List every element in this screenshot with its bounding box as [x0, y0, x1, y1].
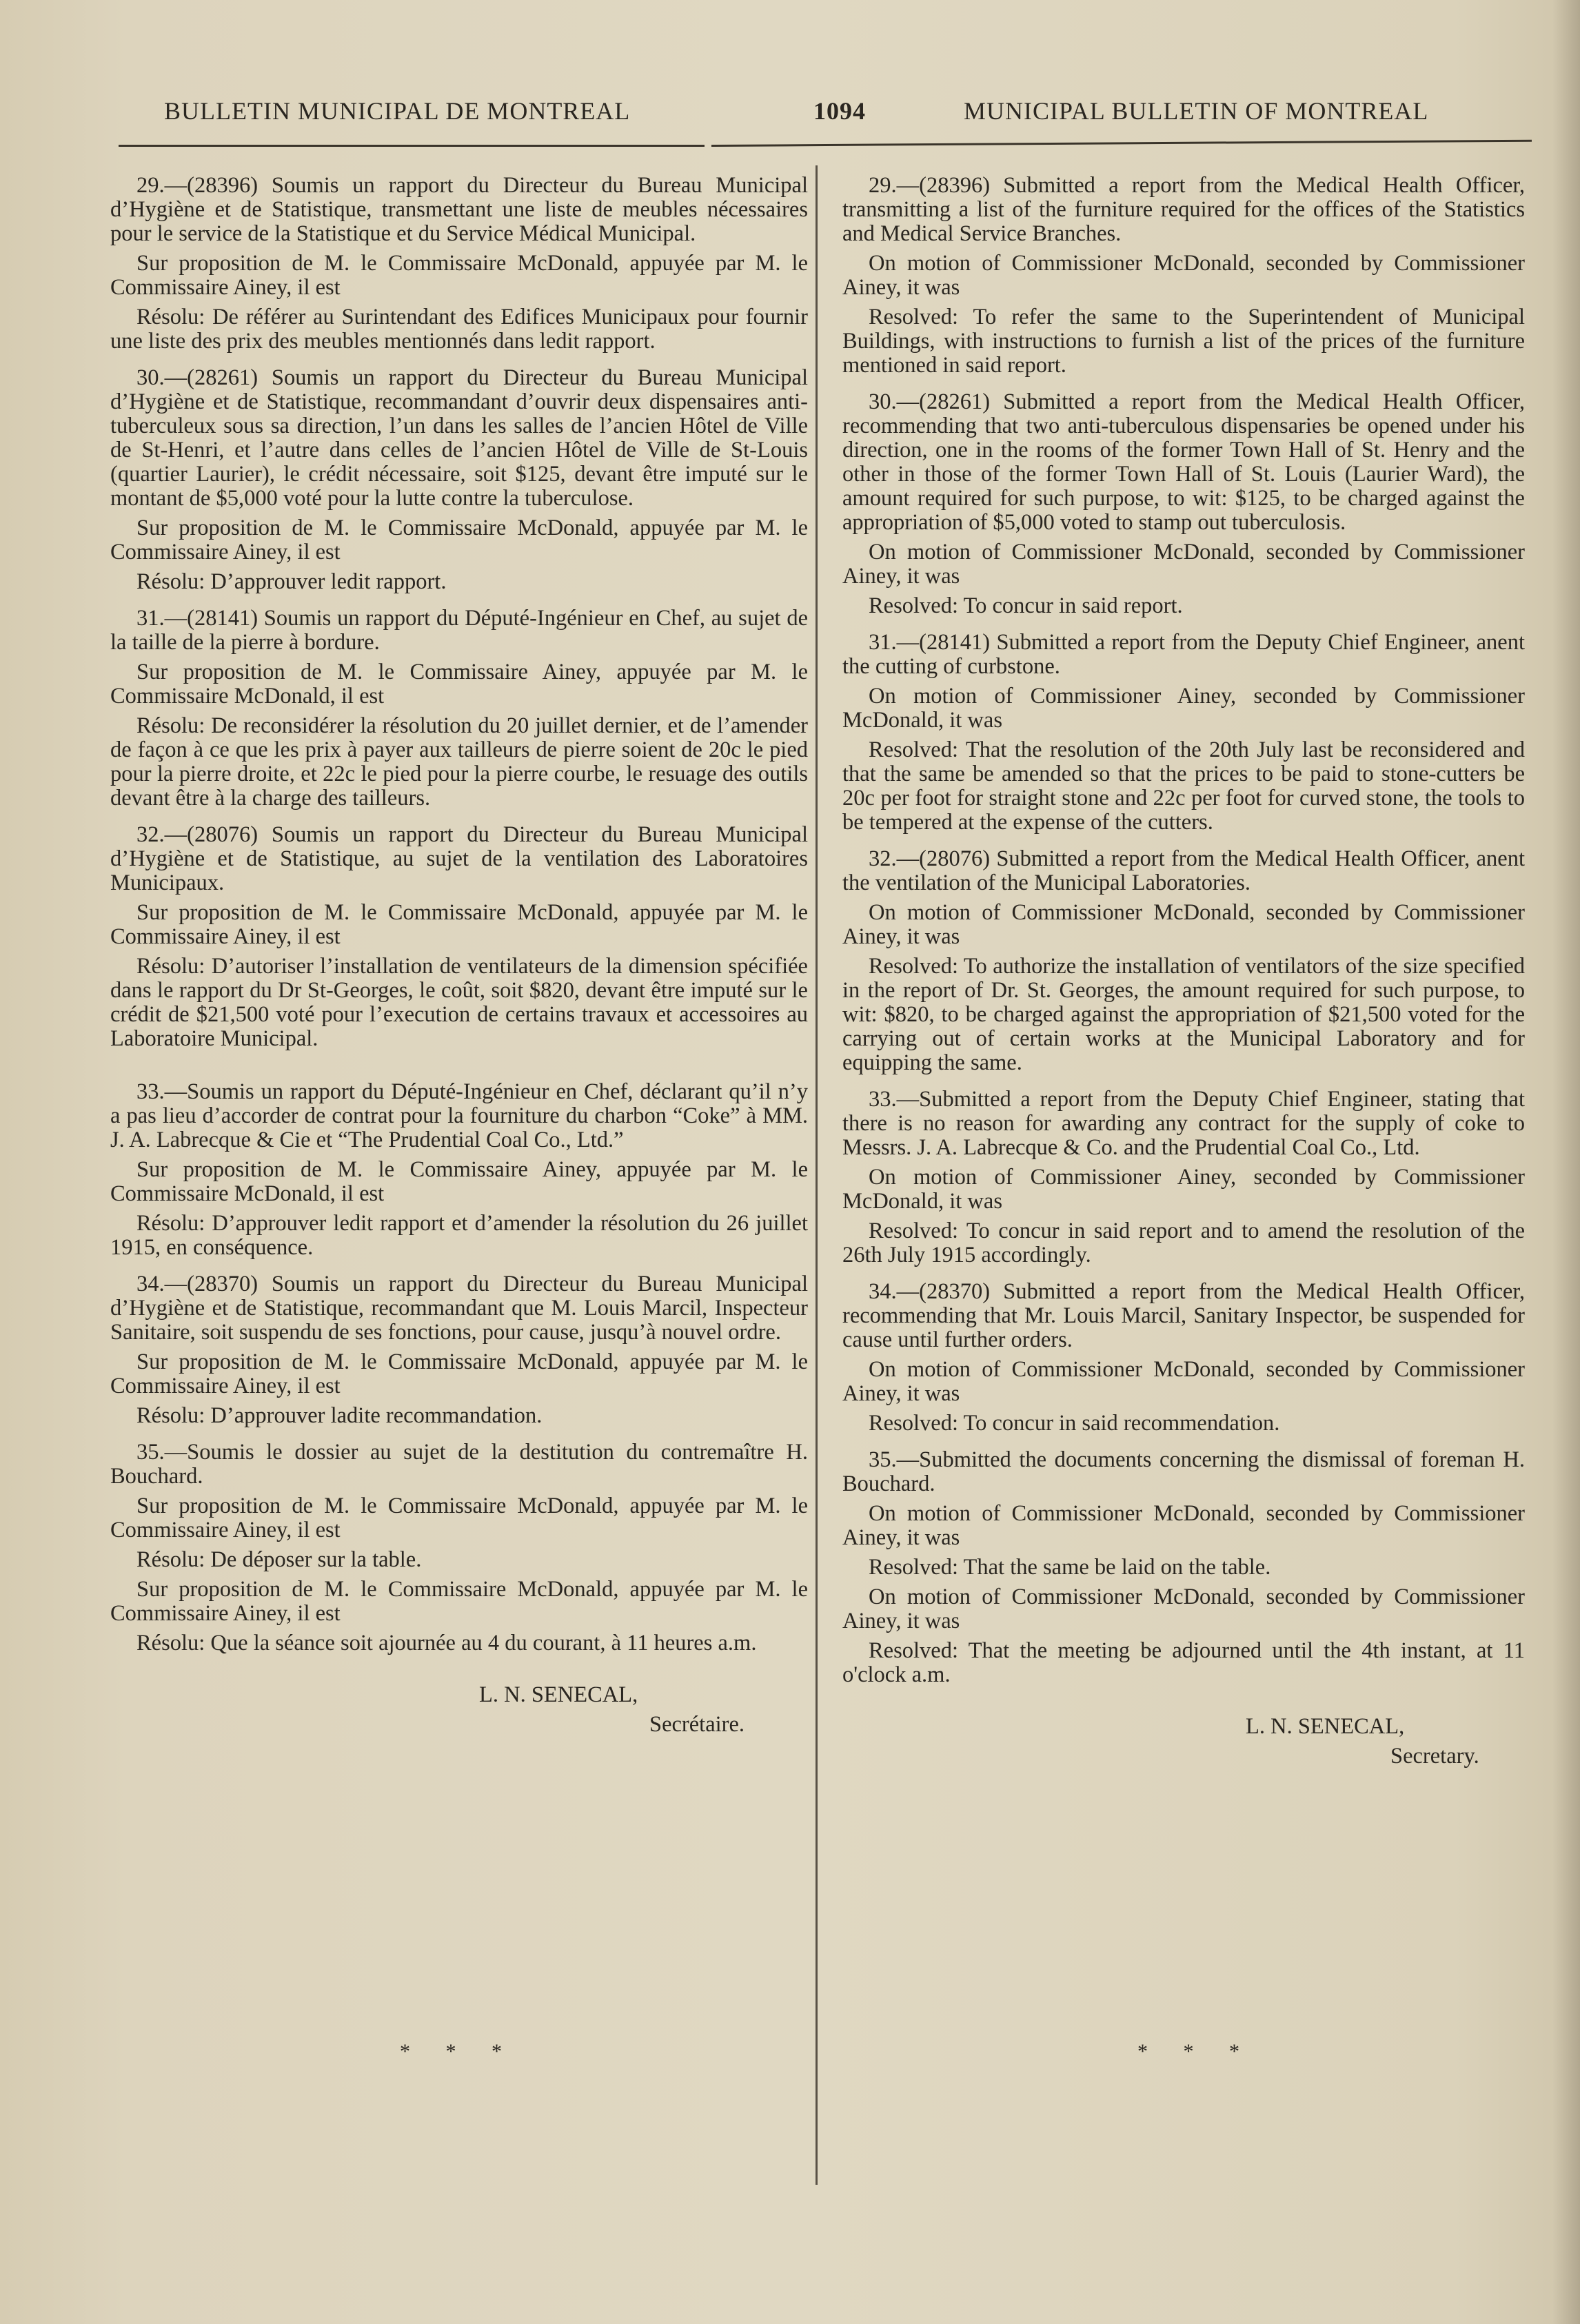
en-item-35-report: 35.—Submitted the documents concerning the dismissal of foreman H. Bouchard.: [842, 1447, 1525, 1496]
fr-item-31-resolution: Résolu: De reconsidérer la résolution du 20 juillet dernier, et de l’amender de façon à ce que les prix à payer aux tailleurs de pierre soient de 20c le pied pour la pierre droite, et 22c le pied pour la pierre courbe, le resuage des outils devant être à la charge des tailleurs.: [110, 713, 808, 811]
fr-item-30-report: 30.—(28261) Soumis un rapport du Directeur du Bureau Municipal d’Hygiène et de Statistique, recommandant d’ouvrir deux dispensaires anti-tuberculeux sous sa direction, l’un dans les salles de l’ancien Hôtel de Ville de St-Henri, et l’autre dans celles de l’ancien Hôtel de Ville de St-Louis (quartier Laurier), le crédit nécessaire, soit $125, devant être imputé sur le montant de $5,000 voté pour la lutte contre la tuberculose.: [110, 365, 808, 511]
fr-item-32-resolution: Résolu: D’autoriser l’installation de ventilateurs de la dimension spécifiée dans le rapport du Dr St-Georges, le coût, soit $820, devant être imputé sur le crédit de $21,500 voté pour l’execution de certains travaux et accessoires au Laboratoire Municipal.: [110, 954, 808, 1051]
fr-item-29-report: 29.—(28396) Soumis un rapport du Directeur du Bureau Municipal d’Hygiène et de Statistique, transmettant une liste de meubles nécessaires pour le service de la Statistique et du Service Médical Municipal.: [110, 173, 808, 246]
english-column: [842, 174, 1525, 1769]
header-rule-left: [119, 145, 705, 147]
fr-item-33-resolution: Résolu: D’approuver ledit rapport et d’amender la résolution du 26 juillet 1915, en conséquence.: [110, 1211, 808, 1260]
en-item-30-report: 30.—(28261) Submitted a report from the Medical Health Officer, recommending that two anti-tuberculous dispensaries be opened under his direction, one in the rooms of the former Town Hall of St. Henry and the other in those of the former Town Hall of St. Louis (Laurier Ward), the amount required for such purpose, to wit: $125, to be charged against the appropriation of $5,000 voted to stamp out tuberculosis.: [842, 389, 1525, 535]
fr-item-31-report: 31.—(28141) Soumis un rapport du Député-Ingénieur en Chef, au sujet de la taille de la pierre à bordure.: [110, 606, 808, 655]
en-item-34-resolution: Resolved: To concur in said recommendation.: [869, 1411, 1280, 1436]
section-separator-right: * * *: [1137, 2040, 1255, 2063]
en-adjourn-resolution: Resolved: That the meeting be adjourned until the 4th instant, at 11 o'clock a.m.: [842, 1638, 1525, 1687]
fr-item-29-motion: Sur proposition de M. le Commissaire McDonald, appuyée par M. le Commissaire Ainey, il est: [110, 251, 808, 300]
en-item-31-report: 31.—(28141) Submitted a report from the Deputy Chief Engineer, anent the cutting of curbstone.: [842, 630, 1525, 679]
fr-item-35-resolution: Résolu: De déposer sur la table.: [136, 1547, 422, 1572]
en-item-31-resolution: Resolved: That the resolution of the 20th July last be reconsidered and that the same be amended so that the prices to be paid to stone-cutters be 20c per foot for straight stone and 22c per foot for curved stone, the tools to be tempered at the expense of the cutters.: [842, 737, 1525, 835]
en-adjourn-motion: On motion of Commissioner McDonald, seconded by Commissioner Ainey, it was: [842, 1584, 1525, 1633]
en-item-34-report: 34.—(28370) Submitted a report from the Medical Health Officer, recommending that Mr. Louis Marcil, Sanitary Inspector, be suspended for cause until further orders.: [842, 1279, 1525, 1352]
section-separator-left: * * *: [400, 2040, 517, 2063]
fr-item-29-resolution: Résolu: De référer au Surintendant des Edifices Municipaux pour fournir une liste des prix des meubles mentionnés dans ledit rapport.: [110, 305, 808, 354]
en-signature-title: Secretary.: [1390, 1744, 1479, 1769]
en-item-30-motion: On motion of Commissioner McDonald, seconded by Commissioner Ainey, it was: [842, 540, 1525, 589]
header-right-title: MUNICIPAL BULLETIN OF MONTREAL: [964, 97, 1429, 125]
header-rule-right: [711, 140, 1532, 147]
fr-item-35-motion: Sur proposition de M. le Commissaire McDonald, appuyée par M. le Commissaire Ainey, il est: [110, 1494, 808, 1542]
en-item-33-motion: On motion of Commissioner Ainey, seconded by Commissioner McDonald, it was: [842, 1165, 1525, 1214]
fr-signature-title: Secrétaire.: [649, 1712, 745, 1737]
page-header: [0, 91, 1580, 132]
en-item-35-motion: On motion of Commissioner McDonald, seconded by Commissioner Ainey, it was: [842, 1501, 1525, 1550]
page-number: 1094: [813, 97, 866, 125]
french-column: [110, 174, 808, 1737]
en-item-29-motion: On motion of Commissioner McDonald, seconded by Commissioner Ainey, it was: [842, 251, 1525, 300]
fr-item-30-motion: Sur proposition de M. le Commissaire McDonald, appuyée par M. le Commissaire Ainey, il est: [110, 516, 808, 564]
fr-item-32-motion: Sur proposition de M. le Commissaire McDonald, appuyée par M. le Commissaire Ainey, il est: [110, 900, 808, 949]
fr-item-34-resolution: Résolu: D’approuver ladite recommandation.: [136, 1403, 543, 1428]
en-item-32-report: 32.—(28076) Submitted a report from the Medical Health Officer, anent the ventilation of the Municipal Laboratories.: [842, 846, 1525, 895]
fr-item-34-report: 34.—(28370) Soumis un rapport du Directeur du Bureau Municipal d’Hygiène et de Statistique, recommandant que M. Louis Marcil, Inspecteur Sanitaire, soit suspendu de ses fonctions, pour cause, jusqu’à nouvel ordre.: [110, 1272, 808, 1345]
fr-item-32-report: 32.—(28076) Soumis un rapport du Directeur du Bureau Municipal d’Hygiène et de Statistique, au sujet de la ventilation des Laboratoires Municipaux.: [110, 822, 808, 895]
fr-signature-name: L. N. SENECAL,: [479, 1682, 638, 1707]
en-item-32-resolution: Resolved: To authorize the installation of ventilators of the size specified in the report of Dr. St. Georges, the amount required for such purpose, to wit: $820, to be charged against the appropriation of $21,500 voted for the carrying out of certain works at the Municipal Laboratory and for equipping the same.: [842, 954, 1525, 1075]
fr-item-34-motion: Sur proposition de M. le Commissaire McDonald, appuyée par M. le Commissaire Ainey, il est: [110, 1349, 808, 1398]
page-edge-shadow: [1552, 0, 1580, 2324]
fr-item-33-report: 33.—Soumis un rapport du Député-Ingénieur en Chef, déclarant qu’il n’y a pas lieu d’accorder de contrat pour la fourniture du charbon “Coke” à MM. J. A. Labrecque & Cie et “The Prudential Coal Co., Ltd.”: [110, 1079, 808, 1152]
fr-item-33-motion: Sur proposition de M. le Commissaire Ainey, appuyée par M. le Commissaire McDonald, il est: [110, 1157, 808, 1206]
fr-item-35-report: 35.—Soumis le dossier au sujet de la destitution du contremaître H. Bouchard.: [110, 1440, 808, 1489]
fr-item-30-resolution: Résolu: D’approuver ledit rapport.: [136, 569, 447, 594]
en-signature-name: L. N. SENECAL,: [1246, 1714, 1405, 1739]
fr-adjourn-motion: Sur proposition de M. le Commissaire McDonald, appuyée par M. le Commissaire Ainey, il est: [110, 1577, 808, 1626]
header-left-title: BULLETIN MUNICIPAL DE MONTREAL: [164, 97, 631, 125]
en-signature: [842, 1715, 1525, 1769]
en-item-34-motion: On motion of Commissioner McDonald, seconded by Commissioner Ainey, it was: [842, 1357, 1525, 1406]
en-item-35-resolution: Resolved: That the same be laid on the table.: [869, 1555, 1271, 1580]
en-item-32-motion: On motion of Commissioner McDonald, seconded by Commissioner Ainey, it was: [842, 900, 1525, 949]
fr-adjourn-resolution: Résolu: Que la séance soit ajournée au 4 du courant, à 11 heures a.m.: [136, 1631, 757, 1655]
en-item-29-report: 29.—(28396) Submitted a report from the Medical Health Officer, transmitting a list of the furniture required for the offices of the Statistics and Medical Service Branches.: [842, 173, 1525, 246]
fr-signature: [110, 1683, 808, 1737]
en-item-33-resolution: Resolved: To concur in said report and to amend the resolution of the 26th July 1915 accordingly.: [842, 1219, 1525, 1267]
fr-item-31-motion: Sur proposition de M. le Commissaire Ainey, appuyée par M. le Commissaire McDonald, il est: [110, 660, 808, 709]
en-item-30-resolution: Resolved: To concur in said report.: [869, 593, 1183, 618]
en-item-29-resolution: Resolved: To refer the same to the Superintendent of Municipal Buildings, with instructions to furnish a list of the prices of the furniture mentioned in said report.: [842, 305, 1525, 378]
en-item-33-report: 33.—Submitted a report from the Deputy Chief Engineer, stating that there is no reason for awarding any contract for the supply of coke to Messrs. J. A. Labrecque & Co. and the Prudential Coal Co., Ltd.: [842, 1087, 1525, 1160]
column-divider: [816, 165, 818, 2185]
en-item-31-motion: On motion of Commissioner Ainey, seconded by Commissioner McDonald, it was: [842, 684, 1525, 733]
